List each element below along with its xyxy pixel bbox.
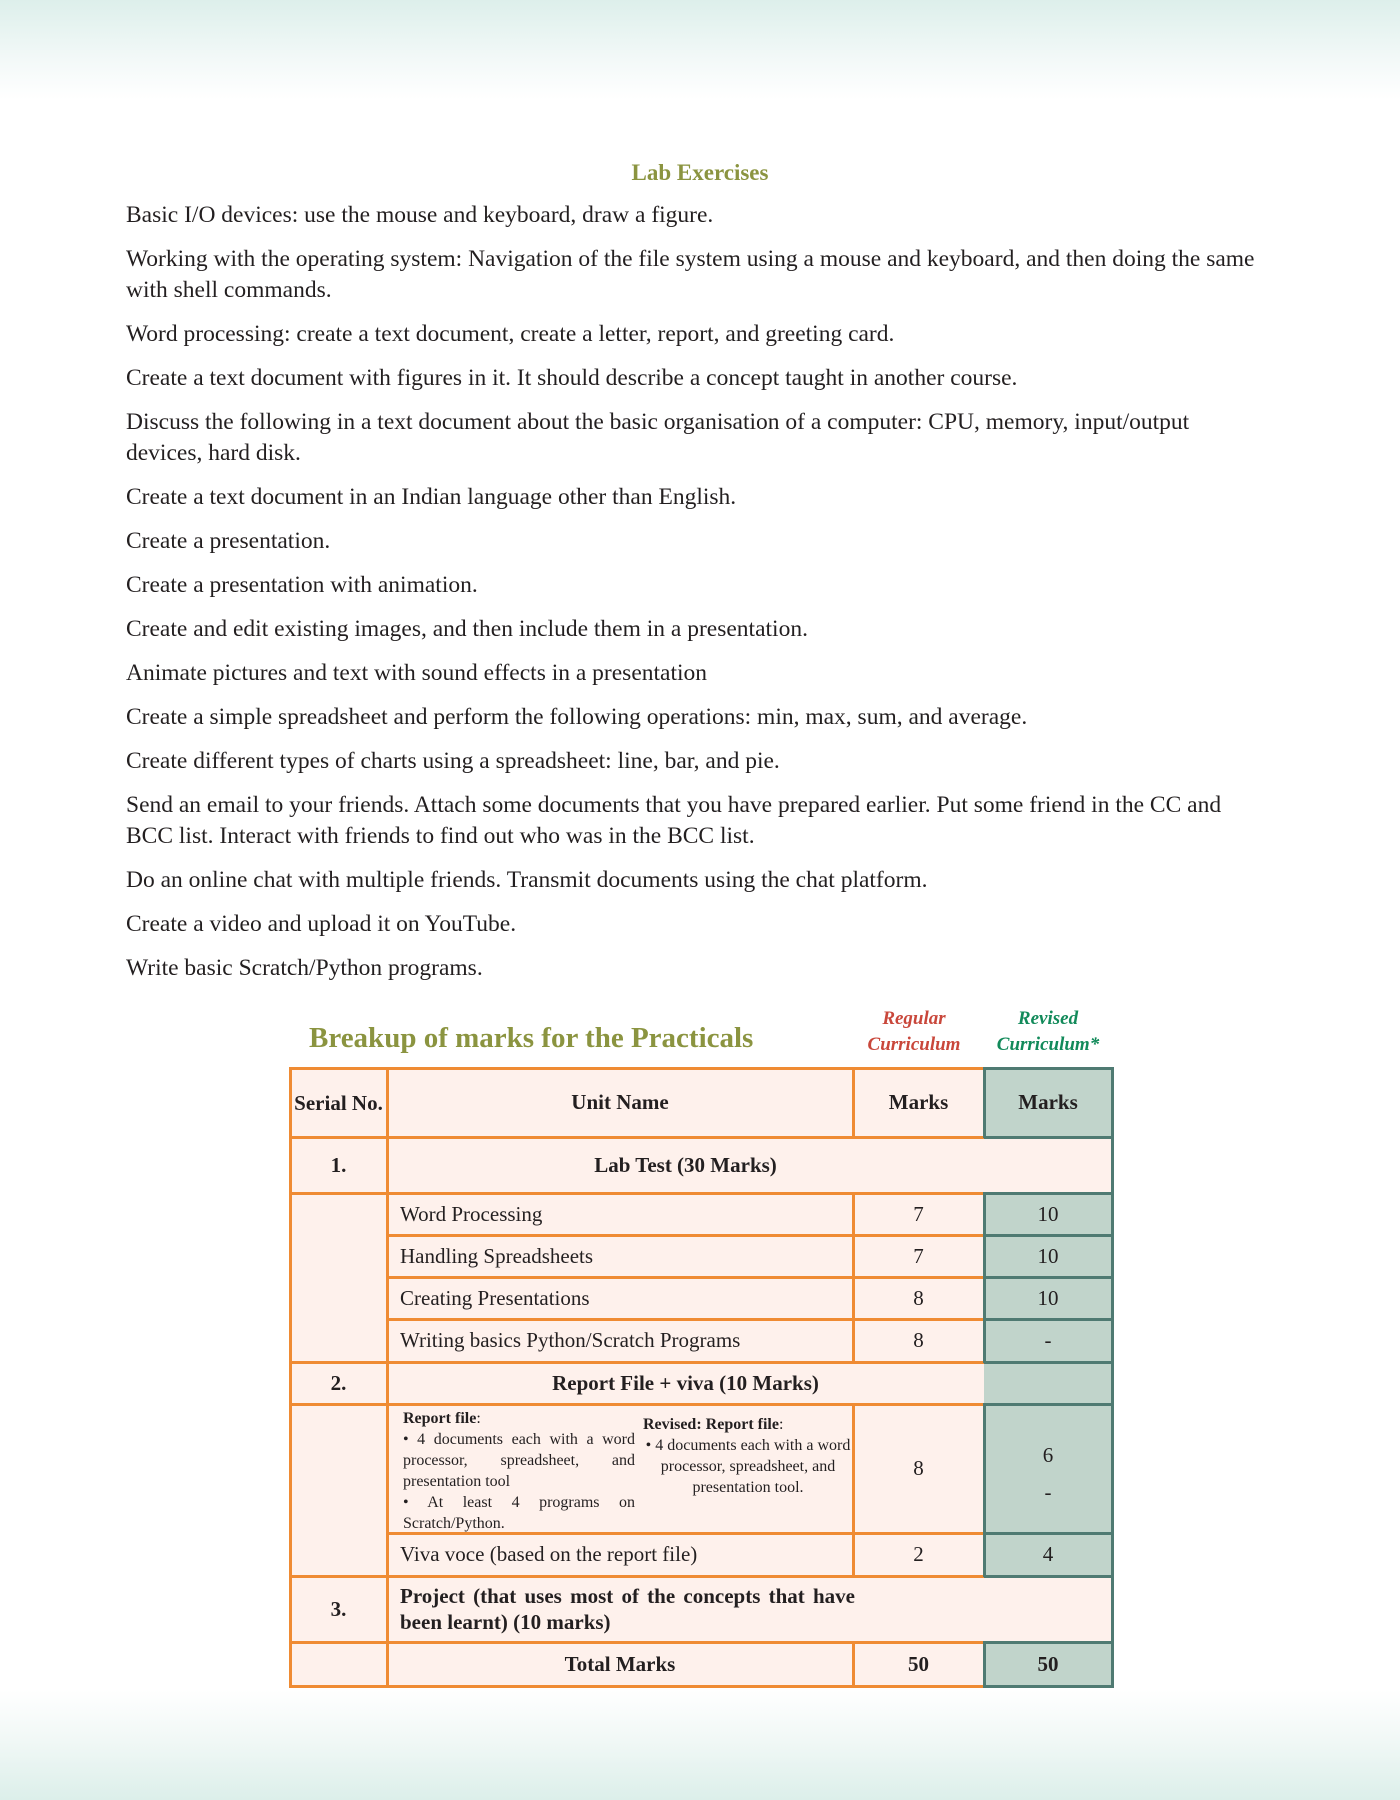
table-border <box>289 1067 292 1688</box>
table-border <box>852 1641 855 1688</box>
header-marks-revised: Marks <box>984 1068 1112 1137</box>
table-border <box>290 1641 984 1644</box>
section-title: Lab Test (30 Marks) <box>387 1137 984 1193</box>
exercise-item: Basic I/O devices: use the mouse and keyboard, draw a figure. <box>126 202 714 228</box>
exercise-item: Create a simple spreadsheet and perform the following operations: min, max, sum, and average. <box>126 704 1028 730</box>
section-empty-cell <box>984 1362 1112 1404</box>
table-border <box>984 1361 1114 1364</box>
table-border <box>984 1192 1114 1195</box>
section-serial: 2. <box>290 1362 387 1404</box>
marks-table-title: Breakup of marks for the Practicals <box>309 1022 754 1054</box>
exercise-item: Create a presentation with animation. <box>126 572 478 598</box>
table-border <box>984 1276 1114 1279</box>
table-border <box>983 1067 986 1138</box>
regular-report-heading: Report file <box>403 1410 477 1427</box>
table-border <box>386 1067 389 1688</box>
legend-regular-curriculum: Regular Curriculum <box>867 1008 961 1055</box>
exercise-item: Do an online chat with multiple friends. Transmit documents using the chat platform. <box>126 867 928 893</box>
table-border <box>984 1532 1114 1535</box>
table-border <box>852 1403 855 1577</box>
revised-report-file: Revised: Report file: • 4 documents each with a word processor, spreadsheet, and presentation tool. <box>643 1416 851 1496</box>
table-border <box>983 1192 986 1363</box>
unit-name-cell: Writing basics Python/Scratch Programs <box>387 1319 853 1362</box>
regular-report-point: At least 4 programs on Scratch/Python. <box>403 1494 636 1532</box>
table-border <box>1111 1067 1114 1688</box>
table-border <box>290 1361 984 1364</box>
table-border <box>984 1234 1114 1237</box>
table-border <box>984 1403 1114 1406</box>
total-label: Total Marks <box>387 1642 853 1686</box>
table-border <box>984 1318 1114 1321</box>
table-border <box>852 1067 855 1138</box>
table-border <box>387 1276 984 1279</box>
table-border <box>387 1234 984 1237</box>
exercise-item: Create a presentation. <box>126 528 331 554</box>
serial-empty-cell <box>290 1404 387 1576</box>
exercise-item: Animate pictures and text with sound effects in a presentation <box>126 660 708 686</box>
serial-empty-cell <box>290 1193 387 1362</box>
table-border <box>290 1136 984 1139</box>
lab-exercises-title: Lab Exercises <box>631 160 769 185</box>
revised-report-heading: Revised: Report file <box>643 1416 779 1433</box>
marks-revised-value-secondary: - <box>1044 1479 1052 1504</box>
serial-empty-cell <box>290 1642 387 1686</box>
table-border <box>984 1641 1114 1644</box>
marks-revised-cell: 10 <box>984 1193 1112 1235</box>
lab-exercises-list <box>126 200 1256 997</box>
total-revised: 50 <box>984 1642 1112 1686</box>
unit-name-cell: Word Processing <box>387 1193 853 1235</box>
table-border <box>290 1575 984 1578</box>
marks-revised-cell: 10 <box>984 1277 1112 1319</box>
marks-regular-cell: 8 <box>853 1404 984 1533</box>
exercise-item: Create a video and upload it on YouTube. <box>126 911 517 937</box>
exercise-item: Create and edit existing images, and then include them in a presentation. <box>126 616 808 642</box>
header-unit-name: Unit Name <box>387 1068 853 1137</box>
total-regular: 50 <box>853 1642 984 1686</box>
exercise-item: Discuss the following in a text document about the basic organisation of a computer: CPU, memory, input/output devices, hard disk. <box>126 409 1190 466</box>
section-serial: 1. <box>290 1137 387 1193</box>
marks-regular-cell: 8 <box>853 1319 984 1362</box>
marks-revised-cell <box>984 1404 1112 1533</box>
regular-report-file: Report file: • 4 documents each with a word processor, spreadsheet, and presentation tool • At least 4 programs on Scratch/Python. <box>403 1410 636 1532</box>
table-border <box>290 1403 984 1406</box>
marks-regular-cell: 8 <box>853 1277 984 1319</box>
marks-revised-cell: 4 <box>984 1533 1112 1576</box>
unit-name-cell: Handling Spreadsheets <box>387 1235 853 1277</box>
header-serial-no: Serial No. <box>290 1068 387 1137</box>
table-border <box>983 1641 986 1688</box>
unit-name-cell: Creating Presentations <box>387 1277 853 1319</box>
revised-report-point: 4 documents each with a word processor, spreadsheet, and presentation tool. <box>655 1437 851 1496</box>
section-title <box>387 1576 1112 1642</box>
header-marks-regular: Marks <box>853 1068 984 1137</box>
project-title: Project (that uses most of the concepts that have been learnt) (10 marks) <box>400 1584 855 1634</box>
exercise-item: Word processing: create a text document, create a letter, report, and greeting card. <box>126 321 895 347</box>
exercise-item: Write basic Scratch/Python programs. <box>126 955 483 981</box>
section-empty-cell <box>984 1137 1112 1193</box>
exercise-item: Create a text document in an Indian language other than English. <box>126 484 737 510</box>
table-border <box>984 1067 1114 1070</box>
table-border <box>983 1403 986 1577</box>
marks-revised-value: 6 <box>1042 1442 1054 1467</box>
table-border <box>852 1192 855 1363</box>
marks-revised-cell: 10 <box>984 1235 1112 1277</box>
marks-regular-cell: 7 <box>853 1193 984 1235</box>
table-border <box>387 1318 984 1321</box>
regular-report-point: 4 documents each with a word processor, spreadsheet, and presentation tool <box>403 1431 635 1490</box>
table-border <box>984 1685 1114 1688</box>
table-border <box>290 1685 984 1688</box>
unit-name-cell: Viva voce (based on the report file) <box>387 1533 853 1576</box>
marks-regular-cell: 2 <box>853 1533 984 1576</box>
exercise-item: Create a text document with figures in it. It should describe a concept taught in another course. <box>126 365 1018 391</box>
section-title: Report File + viva (10 Marks) <box>387 1362 984 1404</box>
table-border <box>387 1532 984 1535</box>
table-border <box>290 1067 984 1070</box>
marks-revised-cell: - <box>984 1319 1112 1362</box>
marks-regular-cell: 7 <box>853 1235 984 1277</box>
section-serial: 3. <box>290 1576 387 1642</box>
legend-revised-curriculum: Revised Curriculum* <box>996 1008 1100 1055</box>
table-border <box>984 1575 1114 1578</box>
table-border <box>290 1192 984 1195</box>
exercise-item: Working with the operating system: Navigation of the file system using a mouse and keyboard, and then doing the same with shell commands. <box>126 246 1255 303</box>
table-border <box>984 1136 1114 1139</box>
exercise-item: Create different types of charts using a spreadsheet: line, bar, and pie. <box>126 748 780 774</box>
exercise-item: Send an email to your friends. Attach some documents that you have prepared earlier. Put some friend in the CC and BCC list. Interact with friends to find out who was in the BCC list. <box>126 792 1222 849</box>
